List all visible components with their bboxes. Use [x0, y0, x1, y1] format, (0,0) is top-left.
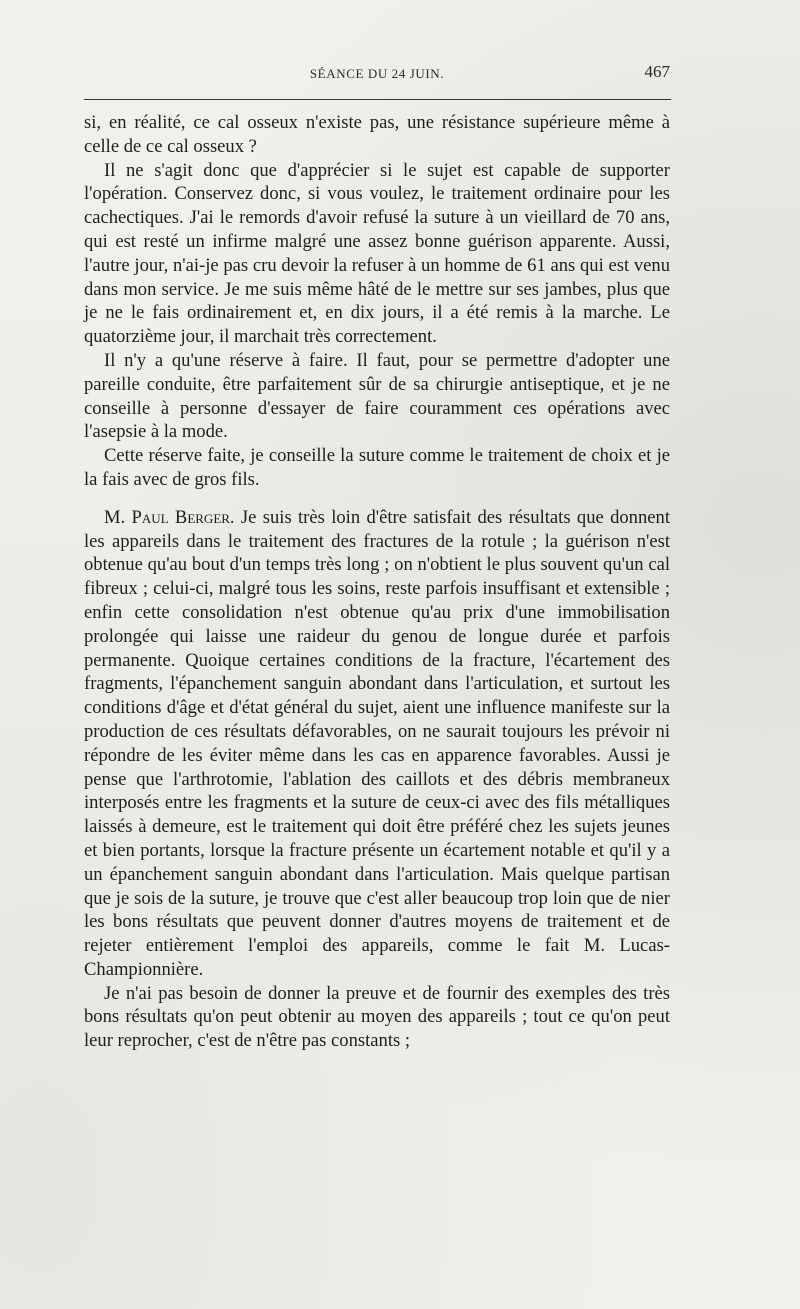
paragraph-continued: si, en réalité, ce cal osseux n'existe pas, une résistance supérieure même à celle de ce cal osseux ?: [84, 112, 670, 157]
header-rule: [84, 99, 671, 100]
page-number: 467: [644, 62, 670, 81]
page-header: [84, 62, 670, 88]
body-text: [84, 111, 670, 1053]
paragraph: Il ne s'agit donc que d'apprécier si le sujet est capable de supporter l'opération. Conservez donc, si vous voulez, le traitement ordinaire pour les cachectiques. J'ai le remords d'avoir refusé la suture à un vieillard de 70 ans, qui est resté un infirme malgré une assez bonne guérison apparente. Aussi, l'autre jour, n'ai-je pas cru devoir la refuser à un homme de 61 ans qui est venu dans mon service. Je me suis même hâté de le mettre sur ses jambes, plus que je ne le fais ordinairement et, en dix jours, il a été remis à la marche. Le quatorzième jour, il marchait très correctement.: [84, 159, 670, 348]
speaker-name: M. Paul Berger.: [104, 506, 235, 528]
paragraph: Il n'y a qu'une réserve à faire. Il faut, pour se permettre d'adopter une pareille conduite, être parfaitement sûr de sa chirurgie antiseptique, et je ne conseille à personne d'essayer de faire couramment ces opérations avec l'asepsie à la mode.: [84, 349, 670, 443]
paragraph: Cette réserve faite, je conseille la suture comme le traitement de choix et je la fais avec de gros fils.: [84, 445, 670, 490]
paragraph: Je n'ai pas besoin de donner la preuve et de fournir des exemples des très bons résultats qu'on peut obtenir au moyen des appareils ; tout ce qu'on peut leur reprocher, c'est de n'être pas constants ;: [84, 982, 670, 1052]
speech-paragraph: [84, 506, 670, 982]
running-title: SÉANCE DU 24 JUIN.: [309, 66, 445, 81]
speech-text: Je suis très loin d'être satisfait des résultats que donnent les appareils dans le traitement des fractures de la rotule ; la guérison n'est obtenue qu'au bout d'un temps très long ; on n'obtient le plus souvent qu'un cal fibreux ; celui-ci, malgré tous les soins, reste parfois insuffisant et extensible ; enfin cette consolidation n'est obtenue qu'au prix d'une immobilisation prolongée qui laisse une raideur du genou de longue durée et parfois permanente. Quoique certaines conditions de la fracture, l'écartement des fragments, l'épanchement sanguin abondant dans l'articulation, et surtout les conditions d'âge et d'état général du sujet, aient une influence manifeste sur la production de ces résultats défavorables, on ne saurait toujours les prévoir ni répondre de les éviter même dans les cas en apparence favorables. Aussi je pense que l'arthrotomie, l'ablation des caillots et des débris membraneux interposés entre les fragments et la suture de ceux-ci avec des fils métalliques laissés à demeure, est le traitement qui doit être préféré chez les sujets jeunes et bien portants, lorsque la fracture présente un écartement notable et qu'il y a un épanchement sanguin abondant dans l'articulation. Mais quelque partisan que je sois de la suture, je trouve que c'est aller beaucoup trop loin que de nier les bons résultats que peuvent donner d'autres moyens de traitement et de rejeter entièrement l'emploi des appareils, comme le fait M. Lucas-Championnière.: [84, 506, 670, 980]
